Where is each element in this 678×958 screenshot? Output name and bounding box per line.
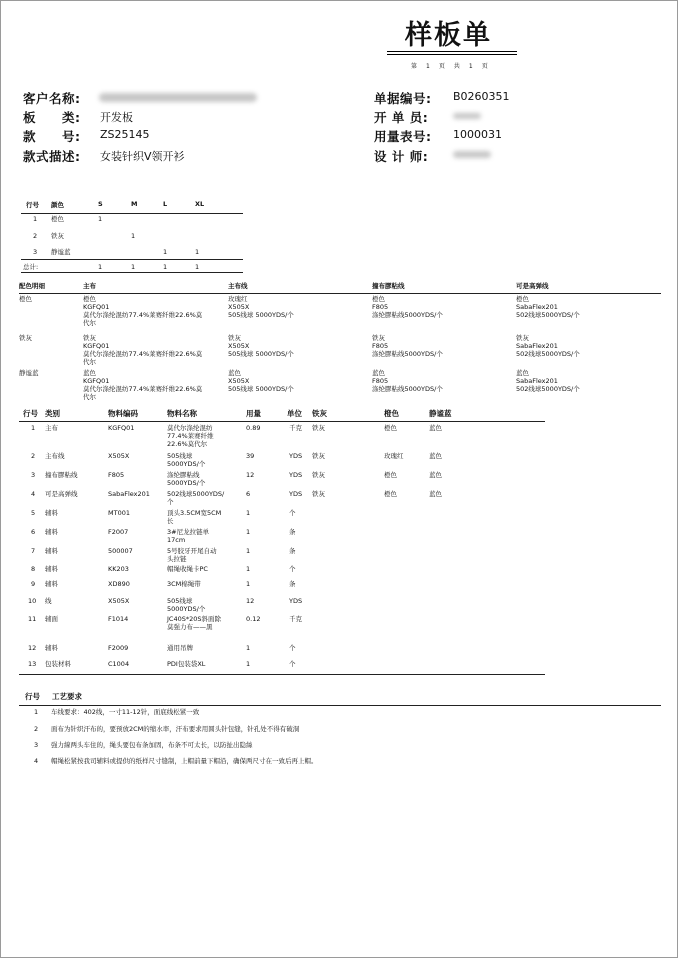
- process-item-no: 2: [34, 725, 39, 733]
- material-cell-unit: 个: [289, 509, 296, 517]
- material-cell-no: 5: [31, 509, 36, 517]
- material-cell-qty: 1: [246, 547, 251, 555]
- material-cell-code: KGFQ01: [108, 424, 135, 432]
- material-cell-c1: 铁灰: [312, 452, 325, 460]
- material-cell-code: C1004: [108, 660, 130, 668]
- color-row-color: 铁灰: [19, 334, 32, 342]
- issuer-redacted: [453, 113, 481, 119]
- process-item-text: 强力線两头车住的，绳头要包布条加固，布条不可太长，以防扯出隐絲: [51, 741, 253, 749]
- usage-no-label: 用量表号:: [374, 129, 432, 144]
- color-row-bond: 橙色 F805 涤纶膠粘线5000YDS/个: [372, 295, 443, 319]
- customer-name-redacted: [99, 93, 257, 102]
- material-header-c1: 铁灰: [312, 409, 327, 418]
- size-total-xl: 1: [195, 263, 200, 271]
- doc-no-label: 单据编号:: [374, 91, 432, 106]
- process-item-no: 4: [34, 757, 39, 765]
- style-desc-label: 款式描述:: [23, 149, 81, 164]
- material-cell-name: 3#尼龙拉链单 17cm: [167, 528, 210, 544]
- material-cell-code: KK203: [108, 565, 129, 573]
- material-cell-cat: 辅料: [45, 565, 58, 573]
- material-cell-code: SabaFlex201: [108, 490, 150, 498]
- process-header-text: 工艺要求: [52, 692, 82, 701]
- material-cell-name: 505线球 5000YDS/个: [167, 597, 206, 613]
- material-cell-qty: 12: [246, 471, 255, 479]
- color-header-stretch: 可是高弹线: [516, 282, 549, 290]
- process-item-text: 面布为针织汗布的，要预放2CM的缩水率，汗布要求用圆头针包缝，针孔处不得有破洞: [51, 725, 300, 733]
- material-cell-code: X505X: [108, 597, 130, 605]
- material-cell-c3: 蓝色: [429, 452, 442, 460]
- color-row-bond: 铁灰 F805 涤纶膠粘线5000YDS/个: [372, 334, 443, 358]
- color-row-fabric: 蓝色 KGFQ01 莫代尔涤纶混纺77.4%莱赛纤维22.6%莫 代尔: [83, 369, 203, 401]
- material-cell-name: 5号胶牙开尾自动 头拉链: [167, 547, 217, 563]
- material-cell-unit: YDS: [289, 471, 303, 479]
- material-cell-qty: 1: [246, 580, 251, 588]
- size-header-l: L: [163, 200, 168, 208]
- material-cell-name: PDI包装袋XL: [167, 660, 206, 668]
- material-cell-no: 3: [31, 471, 36, 479]
- material-cell-unit: 条: [289, 547, 296, 555]
- material-cell-qty: 1: [246, 565, 251, 573]
- title-underline-second: [387, 54, 517, 55]
- material-cell-cat: 辅料: [45, 580, 58, 588]
- material-cell-qty: 0.89: [246, 424, 261, 432]
- material-cell-c3: 蓝色: [429, 490, 442, 498]
- material-cell-c2: 玫瑰红: [384, 452, 404, 460]
- material-header-code: 物料编码: [108, 409, 138, 418]
- color-row-color: 橙色: [19, 295, 32, 303]
- material-cell-unit: YDS: [289, 452, 303, 460]
- material-cell-c1: 铁灰: [312, 471, 325, 479]
- material-cell-qty: 1: [246, 660, 251, 668]
- page-indicator: [411, 61, 497, 70]
- issuer-label: 开 单 员:: [374, 110, 429, 125]
- style-desc-value: 女装针织V领开衫: [100, 150, 185, 163]
- material-cell-code: XD890: [108, 580, 130, 588]
- material-cell-no: 2: [31, 452, 36, 460]
- size-row-no: 2: [33, 232, 38, 240]
- material-cell-no: 6: [31, 528, 36, 536]
- process-item-no: 1: [34, 708, 39, 716]
- color-row-thread: 铁灰 X505X 505线球 5000YDS/个: [228, 334, 294, 358]
- size-row-no: 1: [33, 215, 38, 223]
- material-cell-cat: 包装材料: [45, 660, 71, 668]
- designer-redacted: [453, 151, 491, 158]
- process-header-divider: [19, 705, 661, 706]
- material-cell-cat: 主布线: [45, 452, 65, 460]
- material-cell-name: 涤纶膠粘线 5000YDS/个: [167, 471, 206, 487]
- material-cell-no: 4: [31, 490, 36, 498]
- doc-no-value: B0260351: [453, 90, 510, 103]
- material-cell-name: 502线球5000YDS/ 个: [167, 490, 225, 506]
- size-header-divider: [21, 213, 243, 214]
- size-header-m: M: [131, 200, 138, 208]
- total-prefix: 共: [453, 63, 460, 70]
- size-row-color: 橙色: [51, 215, 64, 223]
- material-cell-qty: 1: [246, 528, 251, 536]
- size-row-color: 铁灰: [51, 232, 64, 240]
- color-row-thread: 玫瑰红 X505X 505线球 5000YDS/个: [228, 295, 294, 319]
- material-cell-unit: 个: [289, 565, 296, 573]
- material-cell-unit: YDS: [289, 490, 303, 498]
- material-cell-c2: 橙色: [384, 424, 397, 432]
- material-cell-name: 505线球 5000YDS/个: [167, 452, 206, 468]
- size-row-color: 静谧蓝: [51, 248, 71, 256]
- material-cell-unit: 千克: [289, 615, 302, 623]
- size-row-s: 1: [98, 215, 103, 223]
- color-row-color: 静谧蓝: [19, 369, 39, 377]
- size-total-label: 总计:: [23, 263, 39, 271]
- material-cell-c2: 橙色: [384, 490, 397, 498]
- material-cell-qty: 1: [246, 644, 251, 652]
- size-header-s: S: [98, 200, 103, 208]
- designer-label: 设 计 师:: [374, 149, 429, 164]
- process-item-text: 帽绳松紧按我司辅料或提供的纸样尺寸缝制，上帽前量下帽沿，确保两尺寸在一致后再上帽。: [51, 757, 318, 765]
- material-header-name: 物料名称: [167, 409, 197, 418]
- color-row-bond: 蓝色 F805 涤纶膠粘线5000YDS/个: [372, 369, 443, 393]
- size-total-divider: [21, 259, 243, 260]
- material-cell-no: 13: [28, 660, 37, 668]
- material-cell-name: 3CM棉绳带: [167, 580, 201, 588]
- material-cell-unit: 千克: [289, 424, 302, 432]
- size-row-l: 1: [163, 248, 168, 256]
- size-row-no: 3: [33, 248, 38, 256]
- customer-label: 客户名称:: [23, 91, 81, 106]
- material-cell-name: 顶头3.5CM宽5CM 长: [167, 509, 222, 525]
- material-cell-no: 11: [28, 615, 37, 623]
- title-underline: [387, 51, 517, 52]
- material-cell-c3: 蓝色: [429, 424, 442, 432]
- material-cell-cat: 可是高弹线: [45, 490, 78, 498]
- page-prefix: 第: [411, 63, 418, 70]
- material-cell-cat: 辅料: [45, 509, 58, 517]
- material-cell-unit: 条: [289, 528, 296, 536]
- color-header-fabric: 主布: [83, 282, 96, 290]
- material-cell-code: 500007: [108, 547, 133, 555]
- size-row-m: 1: [131, 232, 136, 240]
- process-header-no: 行号: [25, 692, 40, 701]
- material-cell-qty: 12: [246, 597, 255, 605]
- material-cell-no: 1: [31, 424, 36, 432]
- board-type-label: 板 类:: [23, 110, 81, 125]
- size-header-xl: XL: [195, 200, 205, 208]
- material-cell-cat: 撞布膠粘线: [45, 471, 78, 479]
- color-row-stretch: 蓝色 SabaFlex201 502线球5000YDS/个: [516, 369, 580, 393]
- material-cell-cat: 主布: [45, 424, 58, 432]
- color-header-detail: 配色明细: [19, 282, 45, 290]
- material-header-c3: 静谧蓝: [429, 409, 452, 418]
- material-cell-c2: 橙色: [384, 471, 397, 479]
- color-row-fabric: 橙色 KGFQ01 莫代尔涤纶混纺77.4%莱赛纤维22.6%莫 代尔: [83, 295, 203, 327]
- style-no-value: ZS25145: [100, 128, 150, 141]
- material-cell-unit: 个: [289, 644, 296, 652]
- size-header-no: 行号: [26, 201, 39, 209]
- material-cell-code: X505X: [108, 452, 130, 460]
- material-cell-unit: 条: [289, 580, 296, 588]
- style-no-label: 款 号:: [23, 129, 81, 144]
- color-row-thread: 蓝色 X505X 505线球 5000YDS/个: [228, 369, 294, 393]
- material-cell-no: 12: [28, 644, 37, 652]
- material-cell-unit: 个: [289, 660, 296, 668]
- material-cell-c3: 蓝色: [429, 471, 442, 479]
- material-cell-cat: 辅面: [45, 615, 58, 623]
- material-cell-code: F1014: [108, 615, 129, 623]
- size-total-m: 1: [131, 263, 136, 271]
- color-header-divider: [19, 293, 661, 294]
- material-cell-code: F805: [108, 471, 125, 479]
- material-cell-qty: 39: [246, 452, 255, 460]
- material-header-divider: [19, 421, 545, 422]
- size-total-l: 1: [163, 263, 168, 271]
- material-header-unit: 单位: [287, 409, 302, 418]
- material-header-no: 行号: [23, 409, 38, 418]
- material-cell-cat: 辅料: [45, 644, 58, 652]
- size-header-color: 颜色: [51, 201, 64, 209]
- material-cell-no: 9: [31, 580, 36, 588]
- material-cell-cat: 辅料: [45, 528, 58, 536]
- material-cell-name: 莫代尔涤纶混纺 77.4%莱赛纤维 22.6%莫代尔: [167, 424, 214, 448]
- usage-no-value: 1000031: [453, 128, 502, 141]
- color-row-fabric: 铁灰 KGFQ01 莫代尔涤纶混纺77.4%莱赛纤维22.6%莫 代尔: [83, 334, 203, 366]
- material-cell-cat: 线: [45, 597, 52, 605]
- material-header-qty: 用量: [246, 409, 261, 418]
- document-title: 样板单: [405, 20, 492, 51]
- material-header-c2: 橙色: [384, 409, 399, 418]
- material-cell-c1: 铁灰: [312, 424, 325, 432]
- material-cell-code: MT001: [108, 509, 130, 517]
- process-item-text: 车线要求：402线，一寸11-12针，面底线松紧一致: [51, 708, 200, 716]
- material-header-cat: 类别: [45, 409, 60, 418]
- page-unit: 页: [438, 63, 445, 70]
- material-cell-name: 通用吊牌: [167, 644, 193, 652]
- material-cell-name: 帽绳收绳卡PC: [167, 565, 208, 573]
- material-cell-c1: 铁灰: [312, 490, 325, 498]
- size-row-xl: 1: [195, 248, 200, 256]
- color-header-bond: 撞布膠粘线: [372, 282, 405, 290]
- material-cell-code: F2007: [108, 528, 129, 536]
- material-cell-qty: 1: [246, 509, 251, 517]
- material-cell-code: F2009: [108, 644, 129, 652]
- board-type-value: 开发板: [100, 111, 133, 124]
- material-cell-no: 7: [31, 547, 36, 555]
- process-item-no: 3: [34, 741, 39, 749]
- material-cell-unit: YDS: [289, 597, 303, 605]
- size-total-s: 1: [98, 263, 103, 271]
- color-header-thread: 主布线: [228, 282, 248, 290]
- page-number: 1: [426, 63, 430, 70]
- total-unit: 页: [481, 63, 488, 70]
- material-cell-qty: 6: [246, 490, 251, 498]
- material-cell-cat: 辅料: [45, 547, 58, 555]
- material-cell-no: 10: [28, 597, 37, 605]
- material-cell-no: 8: [31, 565, 36, 573]
- color-row-stretch: 橙色 SabaFlex201 502线球5000YDS/个: [516, 295, 580, 319]
- material-bottom-divider: [19, 674, 545, 675]
- material-cell-name: JC40S*20S斜面除 莫强力布——黑: [167, 615, 221, 631]
- color-row-stretch: 铁灰 SabaFlex201 502线球5000YDS/个: [516, 334, 580, 358]
- size-bottom-divider: [21, 272, 243, 273]
- material-cell-qty: 0.12: [246, 615, 261, 623]
- total-pages: 1: [468, 63, 473, 70]
